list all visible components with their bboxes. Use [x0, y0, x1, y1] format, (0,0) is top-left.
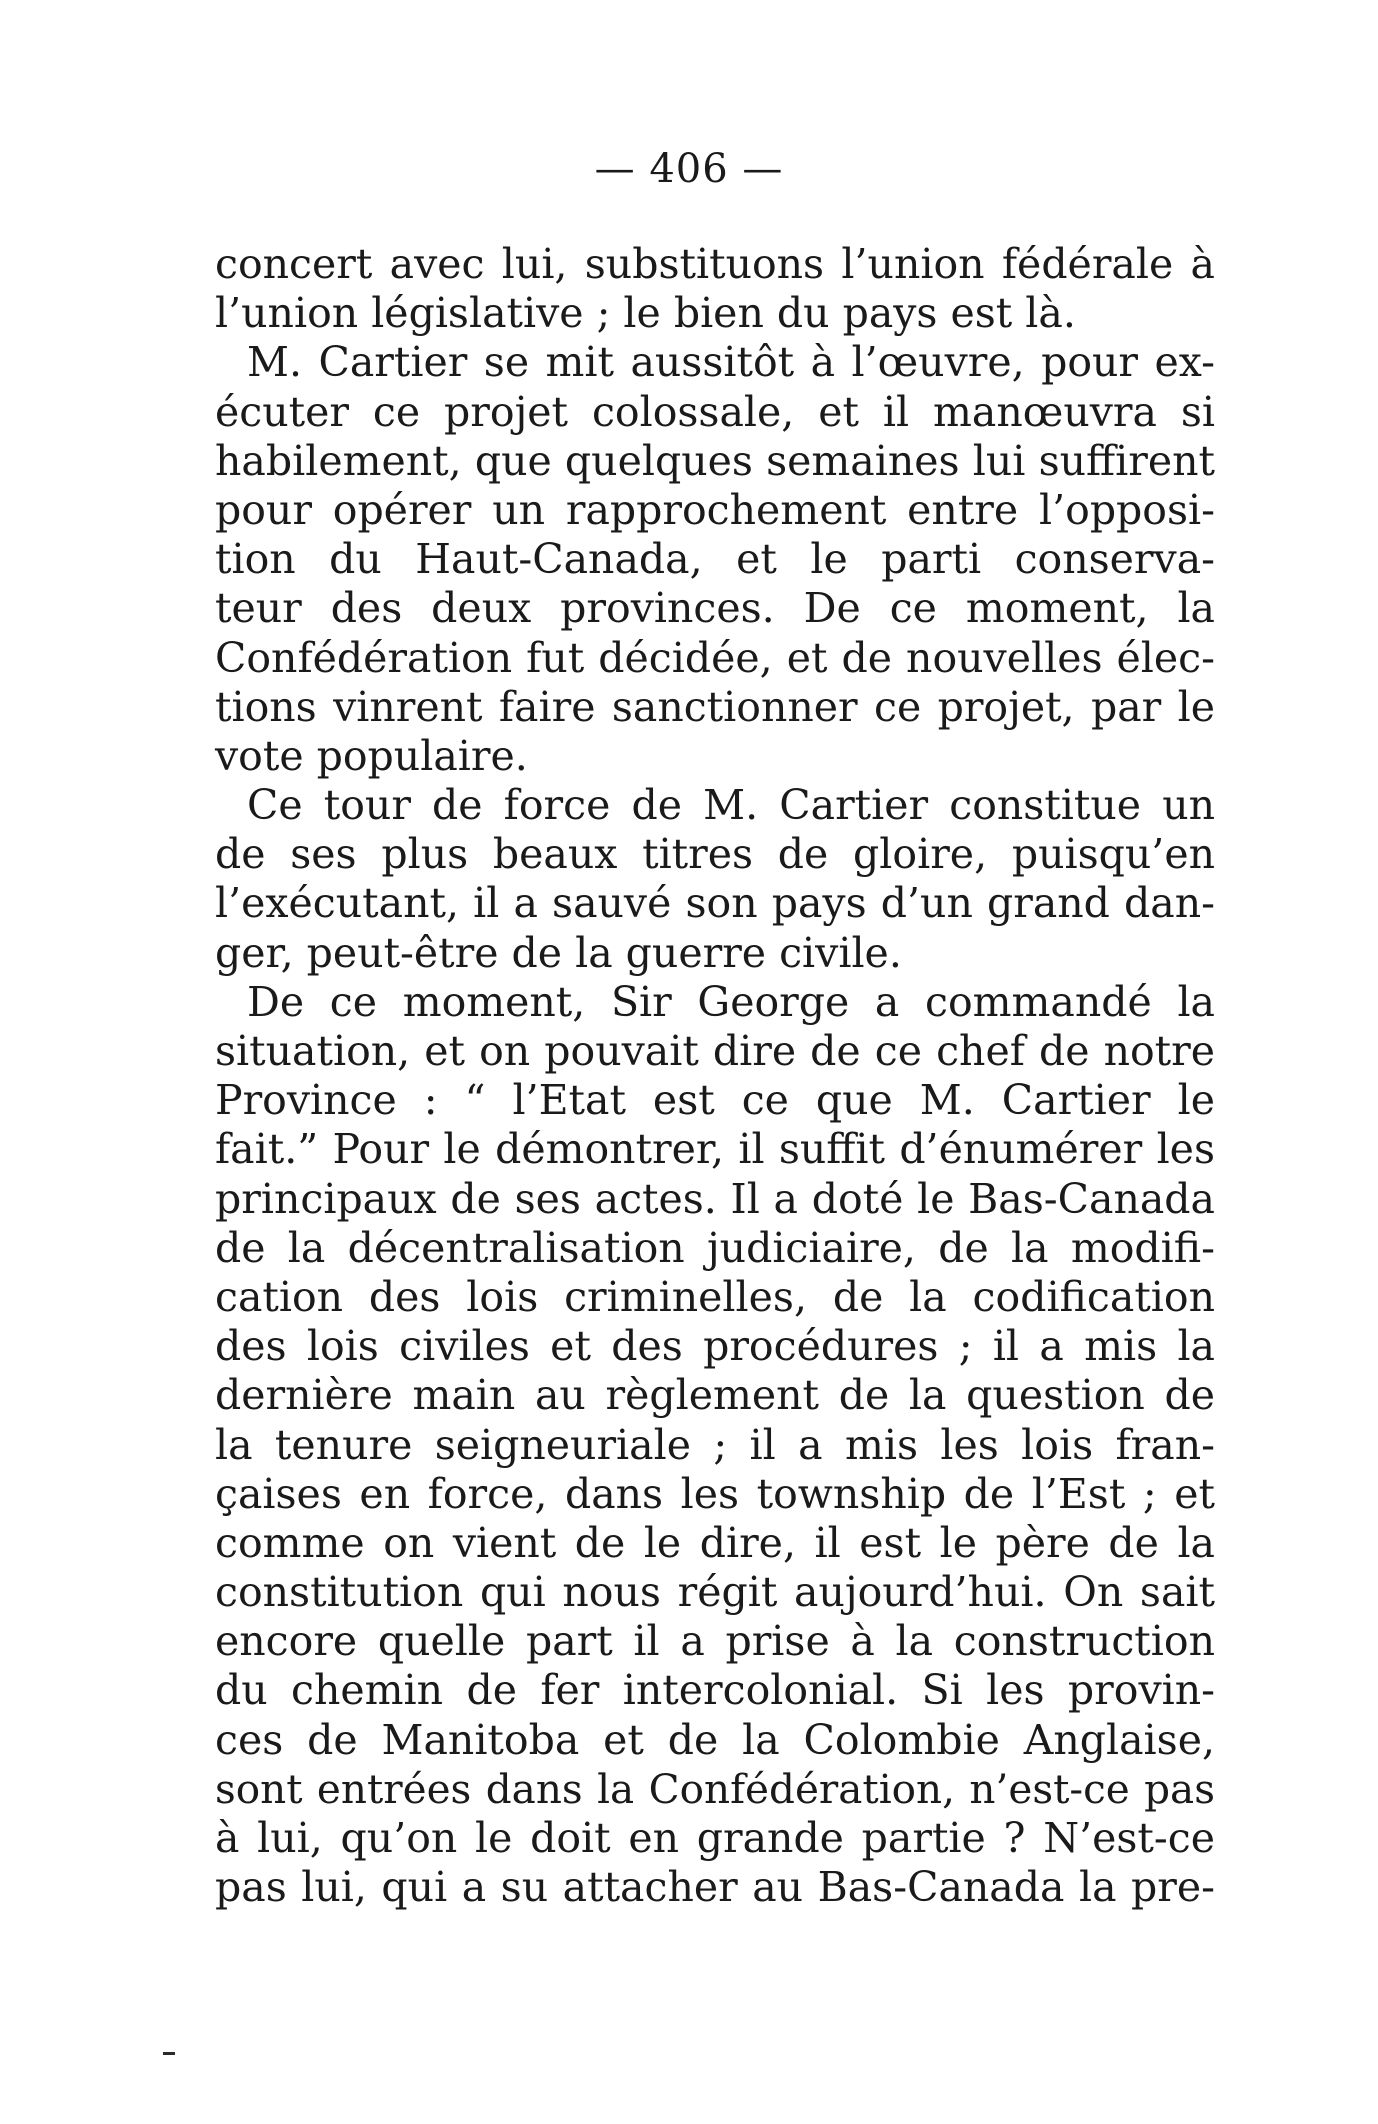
text-line: concert avec lui, substituons l’union fédérale à [215, 240, 1215, 288]
text-line: vote populaire. [215, 731, 528, 780]
text-line: pour opérer un rapprochement entre l’opposi- [215, 485, 1215, 534]
text-line: tions vinrent faire sanctionner ce projet, par le [215, 682, 1215, 731]
text-line: ger, peut-être de la guerre civile. [215, 928, 902, 977]
text-line: Province : “ l’Etat est ce que M. Cartier le [215, 1076, 1215, 1125]
text-line: principaux de ses actes. Il a doté le Bas-Canada [215, 1174, 1215, 1223]
text-line: constitution qui nous régit aujourd’hui. On sait [215, 1568, 1215, 1617]
text-line: écuter ce projet colossale, et il manœuvra si [215, 387, 1215, 436]
text-line: habilement, que quelques semaines lui suffirent [215, 436, 1215, 485]
text-line: du chemin de fer intercolonial. Si les provin- [215, 1666, 1215, 1715]
text-line: de la décentralisation judiciaire, de la modifi- [215, 1223, 1215, 1272]
text-line: l’union législative ; le bien du pays est là. [215, 289, 1076, 338]
text-line: des lois civiles et des procédures ; il a mis la [215, 1322, 1215, 1371]
text-line: tion du Haut-Canada, et le parti conserva- [215, 535, 1215, 584]
text-line: situation, et on pouvait dire de ce chef de notre [215, 1027, 1215, 1075]
text-line: l’exécutant, il a sauvé son pays d’un grand dan- [215, 879, 1215, 928]
text-line: sont entrées dans la Confédération, n’est-ce pas [215, 1764, 1215, 1813]
text-line: de ses plus beaux titres de gloire, puisqu’en [215, 830, 1215, 879]
text-line: ces de Manitoba et de la Colombie Anglaise, [215, 1715, 1215, 1764]
text-line: à lui, qu’on le doit en grande partie ? N’est-ce [215, 1814, 1215, 1862]
text-line: De ce moment, Sir George a commandé la [247, 977, 1215, 1026]
text-line: fait.” Pour le démontrer, il suffit d’énumérer les [215, 1125, 1215, 1174]
text-line: comme on vient de le dire, il est le père de la [215, 1518, 1215, 1567]
ink-speck [163, 2052, 175, 2055]
page-number: — 406 — [594, 146, 784, 192]
text-line: la tenure seigneuriale ; il a mis les lois fran- [215, 1420, 1215, 1469]
text-line: pas lui, qui a su attacher au Bas-Canada la pre- [215, 1863, 1215, 1912]
text-line: Confédération fut décidée, et de nouvelles élec- [215, 633, 1215, 682]
text-line: cation des lois criminelles, de la codification [215, 1272, 1215, 1321]
text-line: encore quelle part il a prise à la construction [215, 1617, 1215, 1666]
text-line: Ce tour de force de M. Cartier constitue un [247, 781, 1215, 830]
text-line: teur des deux provinces. De ce moment, la [215, 584, 1215, 633]
text-line: çaises en force, dans les township de l’Est ; et [215, 1469, 1215, 1518]
text-line: dernière main au règlement de la question de [215, 1371, 1215, 1420]
text-line: M. Cartier se mit aussitôt à l’œuvre, pour ex- [247, 338, 1215, 387]
body-text [215, 240, 1215, 1912]
